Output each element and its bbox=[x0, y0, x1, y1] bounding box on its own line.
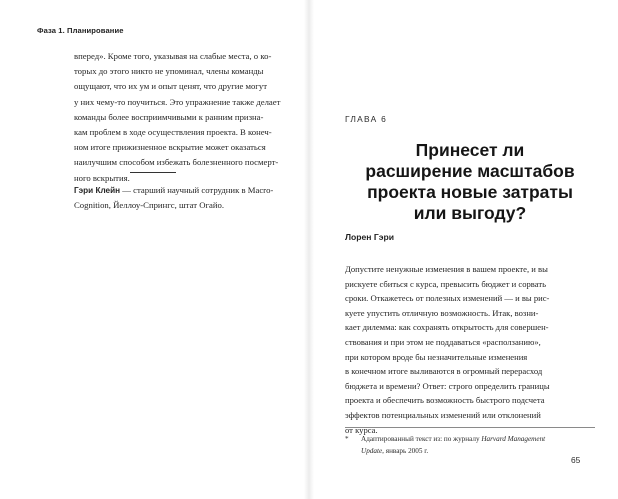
body-line: у них чему-то поучиться. Это упражнение также делает bbox=[74, 96, 281, 107]
bio-line: Cognition, Йеллоу-Спрингс, штат Огайо. bbox=[74, 200, 225, 211]
title-line: Принесет ли bbox=[415, 140, 525, 160]
intro-line: эффектов потенциальных изменений или отклонений bbox=[345, 409, 541, 420]
footnote-divider bbox=[345, 427, 595, 428]
intro-line: рискуете сбиться с курса, превысить бюджет и сорвать bbox=[345, 278, 547, 289]
intro-line: сроки. Откажетесь от полезных изменений — и вы рис- bbox=[345, 293, 550, 304]
body-line: ном итоге прижизненное вскрытие может оказаться bbox=[74, 142, 266, 153]
body-line: торых до этого никто не упоминал, члены команды bbox=[74, 66, 264, 77]
body-line: ощущают, что их ум и опыт ценят, что другие могут bbox=[74, 81, 268, 92]
bio-text: — старший научный сотрудник в Macro- bbox=[120, 185, 274, 195]
running-head: Фаза 1. Планирование bbox=[37, 26, 124, 35]
intro-line: от курса. bbox=[345, 424, 378, 435]
chapter-label: ГЛАВА 6 bbox=[345, 114, 388, 124]
intro-line: ствования и при этом не поддаваться «расползанию», bbox=[345, 336, 541, 347]
chapter-author: Лорен Гэри bbox=[345, 232, 395, 242]
bio-line bbox=[74, 183, 279, 198]
footnote-text: Адаптированный текст из: по журналу bbox=[361, 435, 482, 443]
intro-line: в конечном итоге выливаются в огромный перерасход bbox=[345, 366, 543, 377]
intro-line: при котором вроде бы незначительные изменения bbox=[345, 351, 528, 362]
page-number: 65 bbox=[571, 455, 581, 465]
body-line: наилучшим способом избежать болезненного посмерт- bbox=[74, 157, 279, 168]
title-line: расширение масштабов bbox=[365, 161, 575, 181]
intro-line: проекта и обеспечить возможность быстрого подсчета bbox=[345, 395, 545, 406]
bio-name: Гэри Клейн bbox=[74, 186, 121, 195]
chapter-title bbox=[345, 140, 595, 224]
author-bio bbox=[74, 183, 279, 213]
intro-line: Допустите ненужные изменения в вашем проекте, и вы bbox=[345, 264, 548, 274]
body-line: кам проблем в ходе осуществления проекта. В конеч- bbox=[74, 127, 272, 138]
footnote-text: , январь 2005 г. bbox=[382, 447, 429, 456]
chapter-intro bbox=[345, 262, 595, 437]
title-line: или выгоду? bbox=[413, 203, 527, 223]
footnote-source: Update bbox=[361, 447, 383, 456]
footnote-mark: * bbox=[345, 435, 349, 443]
book-gutter bbox=[304, 0, 314, 499]
right-page bbox=[309, 0, 618, 499]
body-line: команды более восприимчивыми к ранним призна- bbox=[74, 111, 264, 122]
footnote-source: Harvard Management bbox=[481, 435, 546, 443]
intro-line: кает дилемма: как сохранять открытость для совершен- bbox=[345, 322, 549, 333]
footnote-line bbox=[361, 445, 428, 457]
body-line: ного вскрытия. bbox=[74, 172, 130, 183]
body-text bbox=[74, 49, 281, 186]
intro-line: куете упустить отличную возможность. Итак, возни- bbox=[345, 307, 539, 318]
title-line: проекта новые затраты bbox=[367, 182, 573, 202]
footnote-line bbox=[361, 433, 545, 445]
section-divider bbox=[130, 172, 176, 173]
intro-line: бюджета и времени? Ответ: строго определить границы bbox=[345, 380, 550, 391]
body-line: вперед». Кроме того, указывая на слабые места, о ко- bbox=[74, 51, 272, 61]
